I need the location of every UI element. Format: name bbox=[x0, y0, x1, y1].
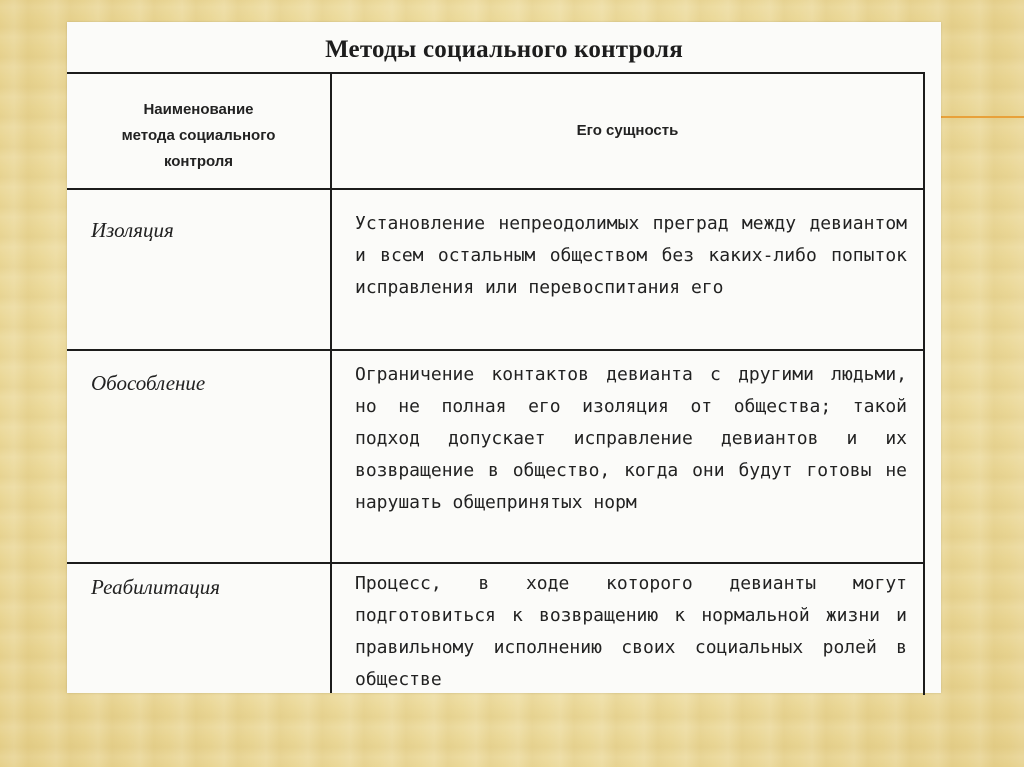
header-divider bbox=[67, 188, 925, 190]
method-rehabilitation: Реабилитация bbox=[91, 575, 221, 599]
essence-rehabilitation: Процесс, в ходе которого девианты могут подготовиться к возвращению к нормальной жизни и правильному исполнению своих социальных ролей в обществе bbox=[355, 573, 907, 690]
row-divider bbox=[67, 562, 925, 564]
method-isolation: Изоляция bbox=[91, 218, 174, 242]
method-separation: Обособление bbox=[91, 371, 206, 395]
table-title: Методы социального контроля bbox=[325, 36, 683, 63]
header-method-name bbox=[67, 97, 330, 175]
row-divider bbox=[67, 349, 925, 351]
accent-line bbox=[940, 116, 1024, 118]
header-essence: Его сущность bbox=[576, 122, 679, 139]
column-divider bbox=[330, 72, 332, 693]
header-method-line-3: контроля bbox=[163, 153, 234, 170]
header-method-line-2: метода социального bbox=[121, 127, 276, 144]
essence-separation: Ограничение контактов девианта с другими людьми, но не полная его изоляция от общества; такой подход допускает исправление девиантов и их возвращение в общество, когда они будут готовы не нарушать общепринятых норм bbox=[355, 364, 907, 513]
essence-isolation: Установление непреодолимых преград между девиантом и всем остальным обществом без каких-либо попыток исправления или перевоспитания его bbox=[355, 213, 907, 298]
scanned-table-image bbox=[67, 22, 941, 693]
header-method-line-1: Наименование bbox=[143, 101, 254, 118]
